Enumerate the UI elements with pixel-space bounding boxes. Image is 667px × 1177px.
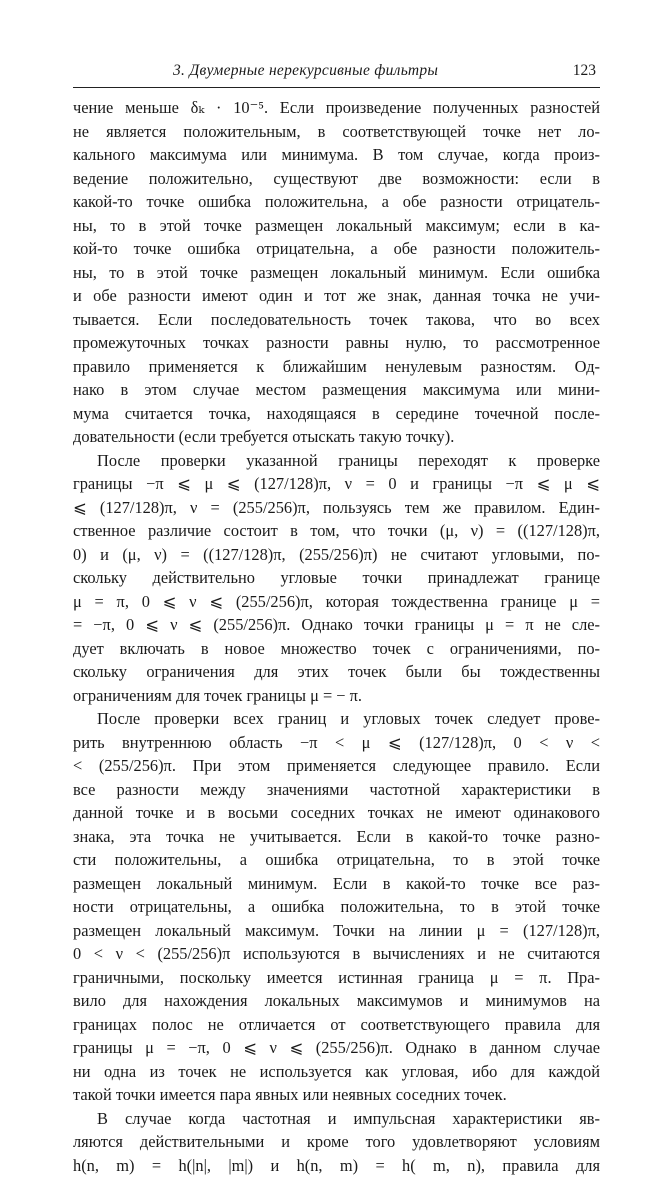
text-line: ведение положительно, существуют две возможности: если в <box>73 167 600 191</box>
text-line: дует включать в новое множество точек с ограничениями, по- <box>73 637 600 661</box>
text-line: какой-то точке ошибка положительна, а обе разности отрицатель- <box>73 190 600 214</box>
text-line: < (255/256)π. При этом применяется следующее правило. Если <box>73 754 600 778</box>
text-line: ограничениям для точек границы μ = − π. <box>73 684 600 708</box>
text-line: нако в этом случае местом размещения максимума или мини- <box>73 378 600 402</box>
text-line: μ = π, 0 ⩽ ν ⩽ (255/256)π, которая тождественна границе μ = <box>73 590 600 614</box>
text-line: ственное различие состоит в том, что точки (μ, ν) = ((127/128)π, <box>73 519 600 543</box>
header-rule <box>73 87 600 88</box>
text-line: такой точки имеется пара явных или неявных соседних точек. <box>73 1083 600 1107</box>
text-line: вило для нахождения локальных максимумов и минимумов на <box>73 989 600 1013</box>
text-line: тывается. Если последовательность точек такова, что во всех <box>73 308 600 332</box>
text-line: размещен локальный максимум. Точки на линии μ = (127/128)π, <box>73 919 600 943</box>
text-line: граничными, поскольку имеется истинная граница μ = π. Пра- <box>73 966 600 990</box>
paragraph-start-line: После проверки указанной границы переходят к проверке <box>73 449 600 473</box>
text-line: скольку действительно угловые точки принадлежат границе <box>73 566 600 590</box>
text-line: размещен локальный минимум. Если в какой-то точке все раз- <box>73 872 600 896</box>
text-line: правило применяется к ближайшим ненулевым разностям. Од- <box>73 355 600 379</box>
text-line: границы −π ⩽ μ ⩽ (127/128)π, ν = 0 и границы −π ⩽ μ ⩽ <box>73 472 600 496</box>
paragraph-start-line: После проверки всех границ и угловых точек следует прове- <box>73 707 600 731</box>
text-line: знака, эта точка не учитывается. Если в какой-то точке разно- <box>73 825 600 849</box>
text-line: рить внутреннюю область −π < μ ⩽ (127/128)π, 0 < ν < <box>73 731 600 755</box>
text-line: ни одна из точек не используется как угловая, ибо для каждой <box>73 1060 600 1084</box>
text-line: скольку ограничения для этих точек были бы тождественны <box>73 660 600 684</box>
page-number: 123 <box>573 62 596 80</box>
text-line: сти положительны, а ошибка отрицательна, то в этой точке <box>73 848 600 872</box>
text-line: довательности (если требуется отыскать такую точку). <box>73 425 600 449</box>
text-line: все разности между значениями частотной характеристики в <box>73 778 600 802</box>
text-line: ности отрицательны, а ошибка положительна, то в этой точке <box>73 895 600 919</box>
text-line: ⩽ (127/128)π, ν = (255/256)π, пользуясь тем же правилом. Един- <box>73 496 600 520</box>
text-line: ны, то в этой точке размещен локальный минимум. Если ошибка <box>73 261 600 285</box>
body-text <box>73 96 600 1177</box>
text-line: данной точке и в восьми соседних точках не имеют одинакового <box>73 801 600 825</box>
text-line: и обе разности имеют один и тот же знак, данная точка не учи- <box>73 284 600 308</box>
text-line: не является положительным, в соответствующей точке нет ло- <box>73 120 600 144</box>
text-line: h(n, m) = h(|n|, |m|) и h(n, m) = h( m, n), правила для <box>73 1154 600 1177</box>
text-line: 0 < ν < (255/256)π используются в вычислениях и не считаются <box>73 942 600 966</box>
text-line: мума считается точка, находящаяся в середине точечной после- <box>73 402 600 426</box>
text-line: чение меньше δₖ · 10⁻⁵. Если произведение полученных разностей <box>73 96 600 120</box>
text-line: границы μ = −π, 0 ⩽ ν ⩽ (255/256)π. Однако в данном случае <box>73 1036 600 1060</box>
text-line: границах полос не отличается от соответствующего правила для <box>73 1013 600 1037</box>
paragraph-start-line: В случае когда частотная и импульсная характеристики яв- <box>73 1107 600 1131</box>
text-line: кой-то точке ошибка отрицательна, а обе разности положитель- <box>73 237 600 261</box>
running-header <box>73 62 600 84</box>
text-line: ляются действительными и кроме того удовлетворяют условиям <box>73 1130 600 1154</box>
text-line: кального максимума или минимума. В том случае, когда произ- <box>73 143 600 167</box>
running-title: 3. Двумерные нерекурсивные фильтры <box>173 62 438 80</box>
text-line: = −π, 0 ⩽ ν ⩽ (255/256)π. Однако точки границы μ = π не сле- <box>73 613 600 637</box>
text-line: промежуточных точках разности равны нулю, то рассмотренное <box>73 331 600 355</box>
text-line: ны, то в этой точке размещен локальный максимум; если в ка- <box>73 214 600 238</box>
text-line: 0) и (μ, ν) = ((127/128)π, (255/256)π) не считают угловыми, по- <box>73 543 600 567</box>
